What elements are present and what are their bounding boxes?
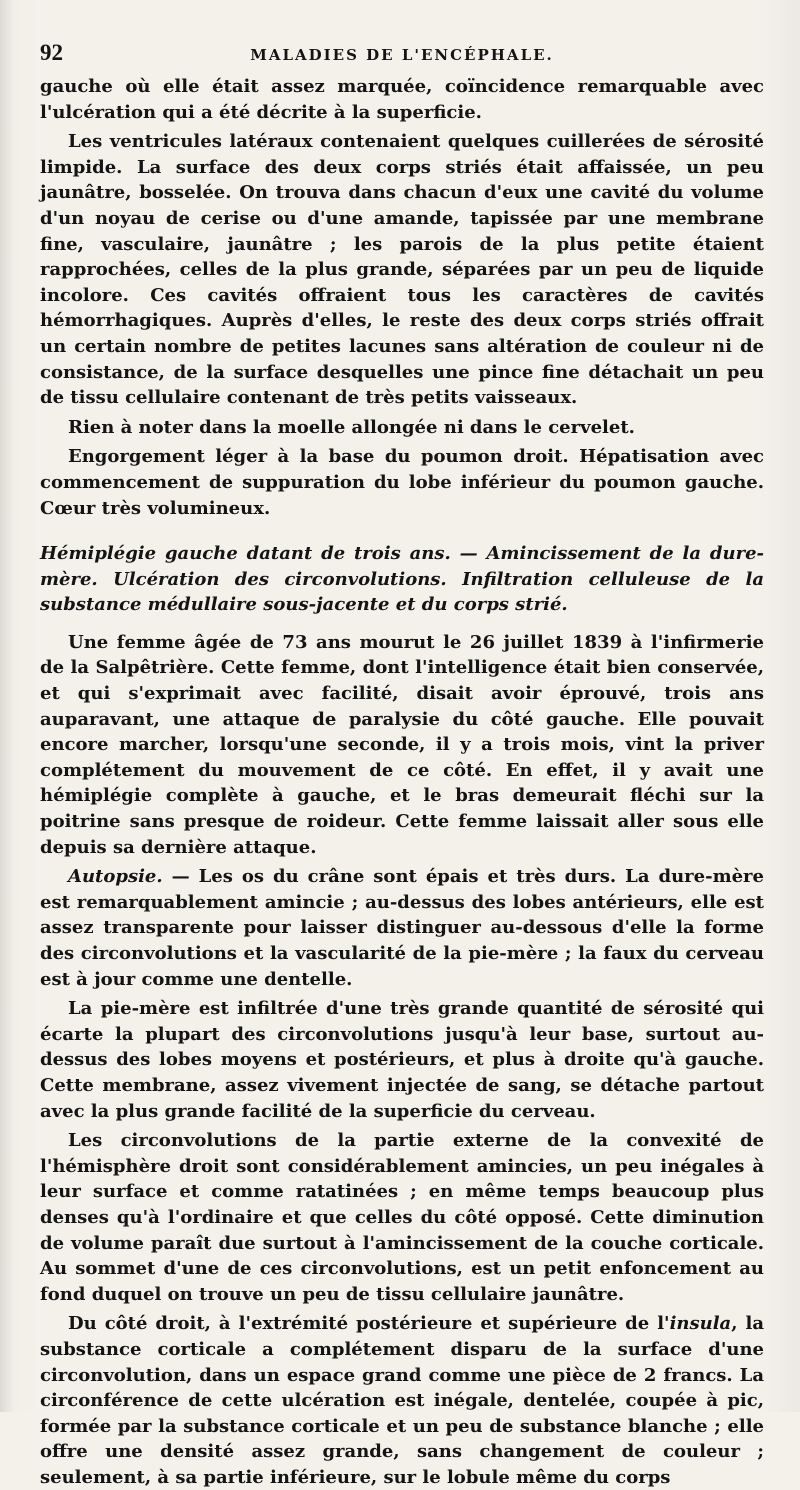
- case-title: Hémiplégie gauche datant de trois ans. — Amincissement de la dure-mère. Ulcération des circonvolutions. Infiltration celluleuse de la substance médullaire sous-jacente et du corps strié.: [40, 543, 764, 616]
- body-text: [40, 74, 764, 1490]
- paragraph-moelle: Rien à noter dans la moelle allongée ni dans le cervelet.: [68, 416, 635, 438]
- autopsie-text: — Les os du crâne sont épais et très durs. La dure-mère est remarquablement amincie ; au-dessus des lobes antérieurs, elle est assez transparente pour laisser distinguer au-dessous d'elle la forme des circonvolutions et la vascularité de la pie-mère ; la faux du cerveau est à jour comme une dentelle.: [40, 866, 764, 990]
- paragraph-case-history: Une femme âgée de 73 ans mourut le 26 juillet 1839 à l'infirmerie de la Salpêtrière. Cette femme, dont l'intelligence était bien conservée, et qui s'exprimait avec facilité, disait avoir éprouvé, trois ans auparavant, une attaque de paralysie du côté gauche. Elle pouvait encore marcher, lorsqu'une seconde, il y a trois mois, vint la priver complétement du mouvement de ce côté. En effet, il y avait une hémiplégie complète à gauche, et le bras demeurait fléchi sur la poitrine sans presque de roideur. Cette femme laissait aller sous elle depuis sa dernière attaque.: [40, 631, 764, 858]
- page-number: 92: [40, 40, 63, 65]
- insula-term: insula: [669, 1313, 732, 1335]
- paragraph-continued: gauche où elle était assez marquée, coïncidence remarquable avec l'ulcération qui a été décrite à la superficie.: [40, 76, 764, 123]
- page-header: [40, 40, 764, 74]
- paragraph-pie-mere: La pie-mère est infiltrée d'une très grande quantité de sérosité qui écarte la plupart des circonvolutions jusqu'à leur base, surtout au-dessus des lobes moyens et postérieurs, et plus à droite qu'à gauche. Cette membrane, assez vivement injectée de sang, se détache partout avec la plus grande facilité de la superficie du cerveau.: [40, 998, 764, 1122]
- autopsie-label: Autopsie.: [68, 866, 163, 888]
- paragraph-circonvolutions: Les circonvolutions de la partie externe de la convexité de l'hémisphère droit sont considérablement amincies, un peu inégales à leur surface et comme ratatinées ; en même temps beaucoup plus denses qu'à l'ordinaire et que celles du côté opposé. Cette diminution de volume paraît due surtout à l'amincissement de la couche corticale. Au sommet d'une de ces circonvolutions, est un petit enfoncement au fond duquel on trouve un peu de tissu cellulaire jaunâtre.: [40, 1130, 764, 1305]
- insula-text-start: Du côté droit, à l'extrémité postérieure et supérieure de l': [68, 1313, 670, 1335]
- running-head: MALADIES DE L'ENCÉPHALE.: [250, 46, 554, 64]
- insula-text-rest: , la substance corticale a complétement disparu de la surface d'une circonvolution, dans un espace grand comme une pièce de 2 francs. La circonférence de cette ulcération est inégale, dentelée, coupée à pic, formée par la substance corticale et un peu de substance blanche ; elle offre une densité assez grande, sans changement de couleur ; seulement, à sa partie inférieure, sur le lobule même du corps: [40, 1313, 764, 1488]
- paragraph-insula: [40, 1311, 764, 1490]
- paragraph-autopsie: [40, 864, 764, 992]
- paragraph-poumon: Engorgement léger à la base du poumon droit. Hépatisation avec commencement de suppuration du lobe inférieur du poumon gauche. Cœur très volumineux.: [40, 446, 764, 519]
- paragraph-ventricles: Les ventricules latéraux contenaient quelques cuillerées de sérosité limpide. La surface des deux corps striés était affaissée, un peu jaunâtre, bosselée. On trouva dans chacun d'eux une cavité du volume d'un noyau de cerise ou d'une amande, tapissée par une membrane fine, vasculaire, jaunâtre ; les parois de la plus petite étaient rapprochées, celles de la plus grande, séparées par un peu de liquide incolore. Ces cavités offraient tous les caractères de cavités hémorrhagiques. Auprès d'elles, le reste des deux corps striés offrait un certain nombre de petites lacunes sans altération de couleur ni de consistance, de la surface desquelles une pince fine détachait un peu de tissu cellulaire contenant de très petits vaisseaux.: [40, 131, 764, 409]
